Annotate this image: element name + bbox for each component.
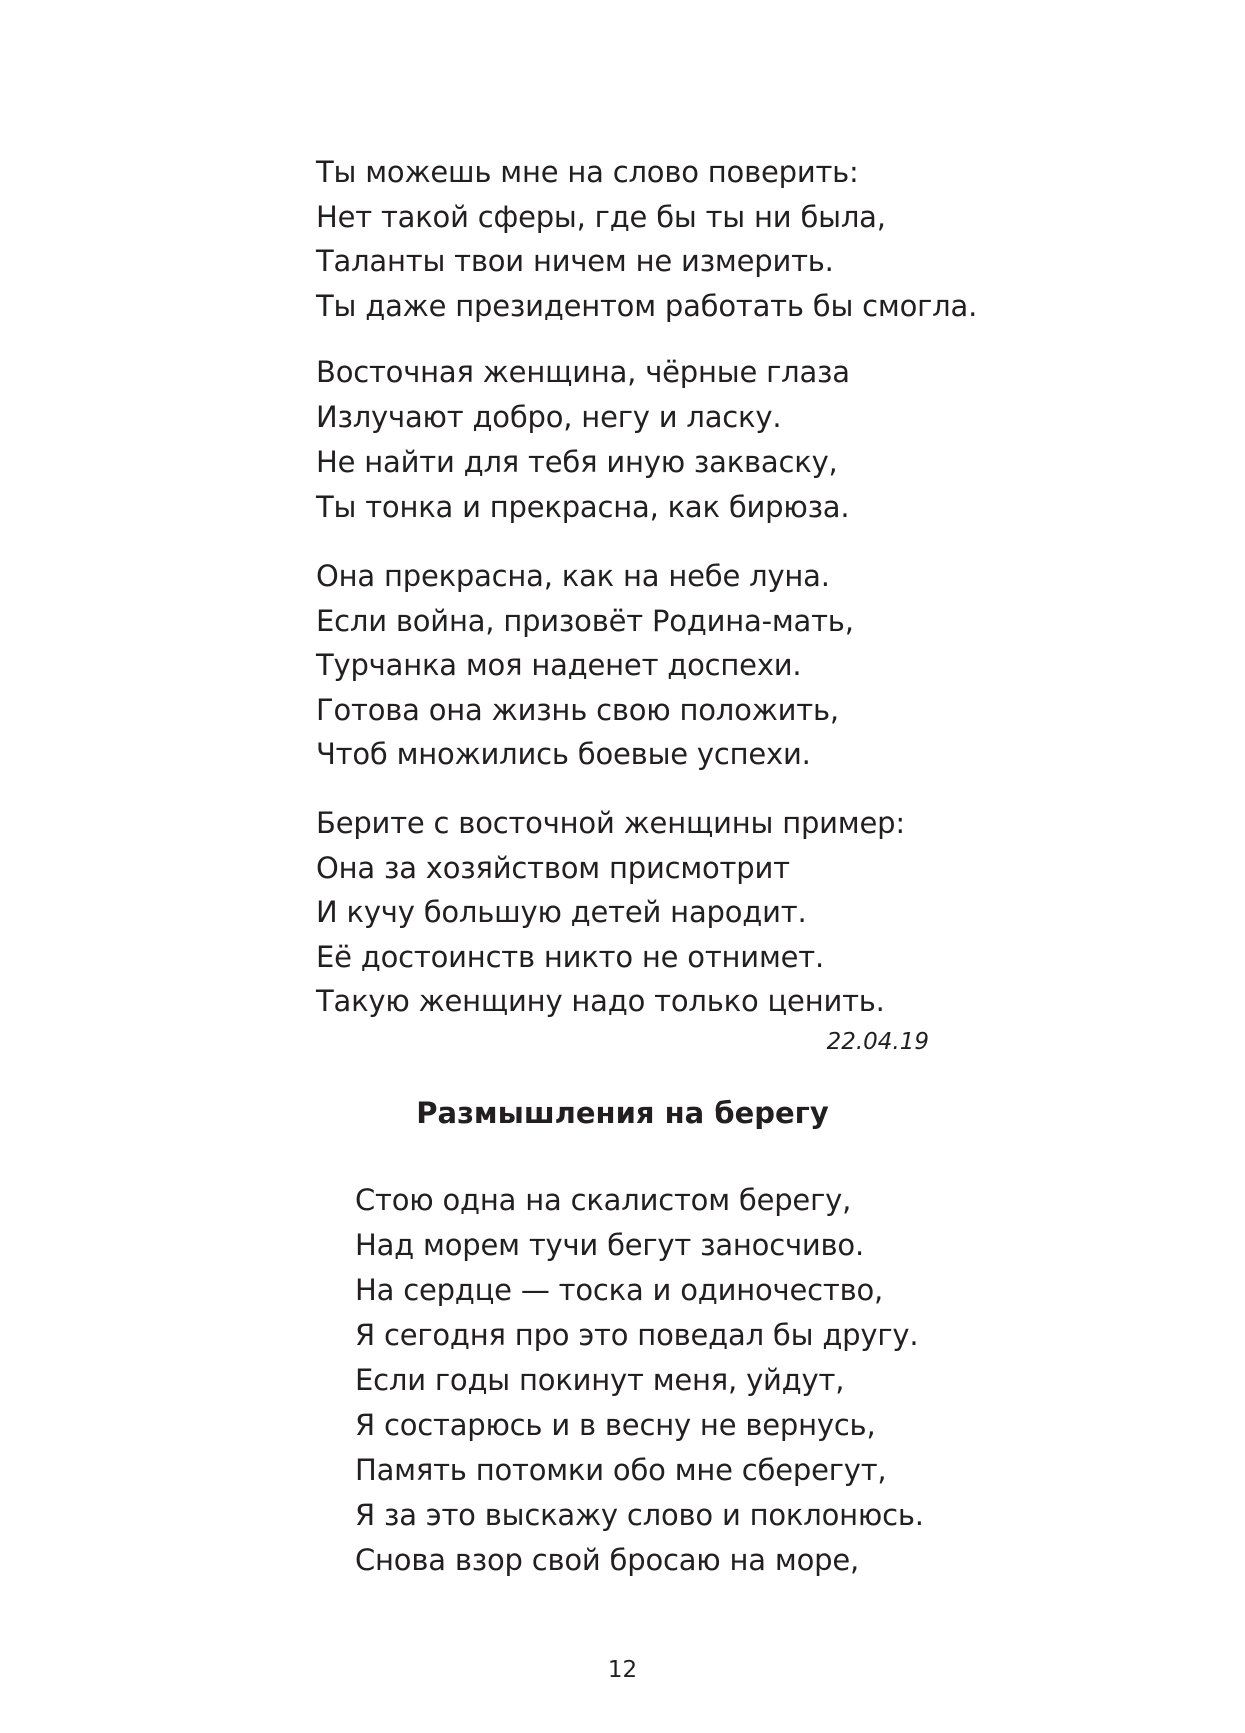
poem-line: Восточная женщина, чёрные глаза [316, 355, 850, 389]
poem-line: Я за это выскажу слово и поклонюсь. [355, 1498, 924, 1532]
poem-line: Если война, призовёт Родина-мать, [316, 603, 854, 638]
poem-line: Готова она жизнь свою положить, [316, 692, 839, 727]
poem-line: Стою одна на скалистом берегу, [355, 1183, 852, 1217]
poem-line: Я сегодня про это поведал бы другу. [355, 1318, 919, 1352]
poem-line: Турчанка моя наденет доспехи. [316, 648, 802, 682]
poem-line: Такую женщину надо только ценить. [316, 984, 885, 1018]
poem-line: Таланты твои ничем не измерить. [316, 244, 834, 278]
stanza-3 [316, 554, 854, 777]
poem-line: Снова взор свой бросаю на море, [355, 1543, 859, 1577]
poem-line: Ты даже президентом работать бы смогла. [316, 288, 978, 323]
stanza-4 [316, 801, 905, 1024]
poem-line: Излучают добро, негу и ласку. [316, 400, 782, 434]
poem-title: Размышления на берегу [416, 1096, 829, 1130]
stanza-5 [355, 1178, 924, 1583]
poem-line: Нет такой сферы, где бы ты ни была, [316, 199, 886, 234]
poem-line: Её достоинств никто не отнимет. [316, 939, 824, 974]
stanza-1 [316, 150, 977, 328]
poem-line: И кучу большую детей народит. [316, 895, 807, 929]
poem-line: Берите с восточной женщины пример: [316, 806, 905, 840]
poem-line: Ты тонка и прекрасна, как бирюза. [316, 490, 850, 524]
poem-line: Она за хозяйством присмотрит [316, 850, 790, 885]
poem-line: Я состарюсь и в весну не вернусь, [355, 1408, 876, 1442]
poem-line: Не найти для тебя иную закваску, [316, 445, 838, 479]
poem-line: Она прекрасна, как на небе луна. [316, 559, 830, 593]
poem-line: Если годы покинут меня, уйдут, [355, 1363, 845, 1397]
poem-line: На сердце — тоска и одиночество, [355, 1273, 884, 1307]
poem-line: Ты можешь мне на слово поверить: [316, 155, 859, 189]
poem-date: 22.04.19 [826, 1029, 929, 1055]
page-number: 12 [607, 1657, 638, 1683]
poem-line: Над морем тучи бегут заносчиво. [355, 1228, 864, 1262]
poem-line: Память потомки обо мне сберегут, [355, 1453, 887, 1487]
poem-line: Чтоб множились боевые успехи. [316, 737, 811, 771]
stanza-2 [316, 350, 850, 530]
